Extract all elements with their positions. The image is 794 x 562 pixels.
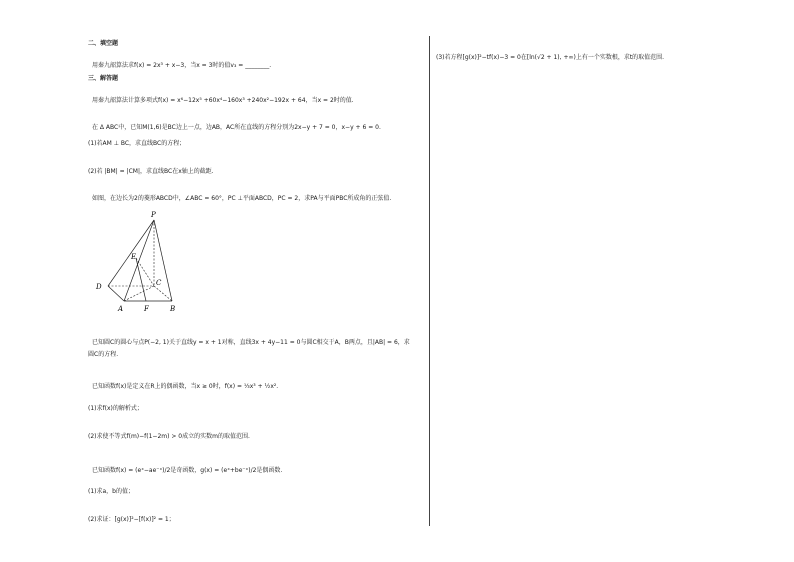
question-triangle-stem: 在 Δ ABC中，已知M(1,6)是BC边上一点，边AB，AC所在直线的方程分别为2x−y + 7 = 0，x−y + 6 = 0. bbox=[92, 124, 381, 131]
column-divider bbox=[429, 36, 430, 526]
question-odd-even-stem: 已知函数f(x) = (eˣ−ae⁻ˣ)/2是奇函数，g(x) = (eˣ+be⁻ˣ)/2是偶函数. bbox=[92, 467, 283, 474]
edge-ec bbox=[136, 258, 154, 286]
question-circle-line2: 圆C的方程. bbox=[88, 351, 119, 358]
label-c: C bbox=[156, 279, 162, 287]
question-even-function-stem: 已知函数f(x)是定义在R上的偶函数，当x ≥ 0时，f(x) = ⅓x³ + ½x². bbox=[92, 383, 279, 390]
question-even-function-part2: (2)求使不等式f(m)−f(1−2m) > 0成立的实数m的取值范围. bbox=[88, 433, 250, 440]
question-triangle-part1: (1)若AM ⊥ BC，求直线BC的方程； bbox=[88, 140, 186, 147]
label-e: E bbox=[131, 253, 137, 261]
label-a: A bbox=[118, 305, 124, 313]
question-odd-even-part2: (2)求证：[g(x)]²−[f(x)]² = 1； bbox=[88, 516, 175, 523]
question-odd-even-part3: (3)若方程[g(x)]²−tf(x)−3 = 0在[ln(√2 + 1), +∞)上有一个实数根，求t的取值范围. bbox=[436, 54, 665, 61]
question-circle-line1: 已知圆C的圆心与点P(−2, 1)关于直线y = x + 1对称，直线3x + 4y−11 = 0与圆C相交于A，B两点，且|AB| = 6，求 bbox=[92, 339, 410, 346]
pyramid-diagram bbox=[94, 210, 180, 318]
label-d: D bbox=[96, 283, 102, 291]
label-f: F bbox=[144, 305, 149, 313]
edge-pb bbox=[154, 220, 172, 301]
label-p: P bbox=[151, 211, 156, 219]
question-triangle-part2: (2)若 |BM| = |CM|，求直线BC在x轴上的截距. bbox=[88, 168, 214, 175]
question-horner-poly: 用秦九韶算法计算多项式f(x) = x⁶−12x⁵ +60x⁴−160x³ +240x²−192x + 64，当x = 2时的值. bbox=[92, 97, 354, 104]
pyramid-figure bbox=[94, 210, 180, 318]
question-even-function-part1: (1)求f(x)的解析式； bbox=[88, 405, 143, 412]
question-rhombus: 如图，在边长为2的菱形ABCD中，∠ABC = 60°，PC ⊥平面ABCD，PC = 2，求PA与平面PBC所成角的正弦值. bbox=[92, 195, 392, 202]
label-b: B bbox=[170, 305, 176, 313]
edge-pa bbox=[124, 220, 154, 301]
section-answer: 三、解答题 bbox=[88, 75, 119, 82]
question-horner-cubic: 用秦九韶算法求f(x) = 2x³ + x−3，当x = 3时的值v₃ = ________. bbox=[92, 62, 272, 69]
edge-da bbox=[108, 286, 124, 301]
section-fill-blank: 二、填空题 bbox=[88, 40, 119, 47]
question-odd-even-part1: (1)求a，b的值； bbox=[88, 488, 134, 495]
